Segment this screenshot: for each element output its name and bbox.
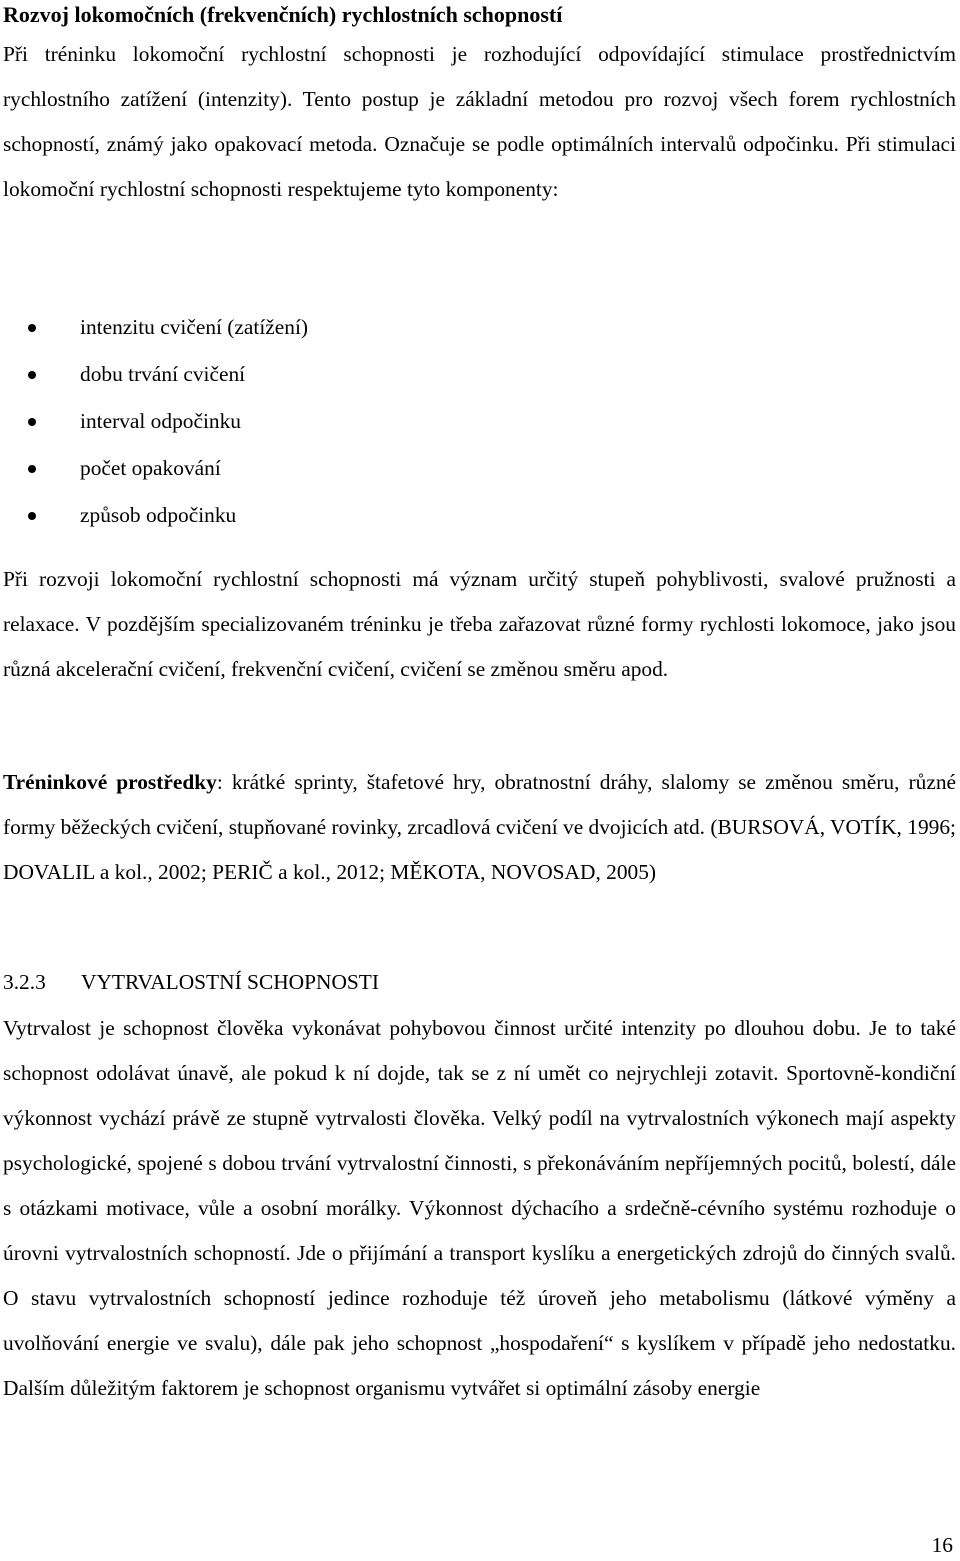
list-item: počet opakování: [3, 445, 903, 492]
paragraph-stimulation: Při tréninku lokomoční rychlostní schopnosti je rozhodující odpovídající stimulace prostřednictvím rychlostního zatížení (intenzity). Tento postup je základní metodou pro rozvoj všech forem rychlostních schopností, známý jako opakovací metoda. Označuje se podle optimálních intervalů odpočinku. Při stimulaci lokomoční rychlostní schopnosti respektujeme tyto komponenty:: [3, 42, 956, 201]
subsection-heading: [3, 960, 379, 1005]
training-means-text: : krátké sprinty, štafetové hry, obratnostní dráhy, slalomy se změnou směru, různé formy běžeckých cvičení, stupňované rovinky, zrcadlová cvičení ve dvojicích atd. (BURSOVÁ, VOTÍK, 1996; DOVALIL a kol., 2002; PERIČ a kol., 2012; MĚKOTA, NOVOSAD, 2005): [3, 770, 957, 884]
subsection-number: 3.2.3: [3, 970, 46, 994]
paragraph-development: Při rozvoji lokomoční rychlostní schopnosti má význam určitý stupeň pohyblivosti, svalové pružnosti a relaxace. V pozdějším specializovaném tréninku je třeba zařazovat různé formy rychlosti lokomoce, jako jsou různá akcelerační cvičení, frekvenční cvičení, cvičení se změnou směru apod.: [3, 567, 956, 681]
page-number: 16: [931, 1533, 953, 1557]
bullet-icon: [28, 512, 36, 520]
section-heading: Rozvoj lokomočních (frekvenčních) rychlostních schopností: [3, 2, 563, 27]
paragraph-endurance: Vytrvalost je schopnost člověka vykonávat pohybovou činnost určité intenzity po dlouhou dobu. Je to také schopnost odolávat únavě, ale pokud k ní dojde, tak se z ní umět co nejrychleji zotavit. Sportovně-kondiční výkonnost vychází právě ze stupně vytrvalosti člověka. Velký podíl na vytrvalostních výkonech mají aspekty psychologické, spojené s dobou trvání vytrvalostní činnosti, s překonáváním nepříjemných pocitů, bolestí, dále s otázkami motivace, vůle a osobní morálky. Výkonnost dýchacího a srdečně-cévního systému rozhoduje o úrovni vytrvalostních schopností. Jde o přijímání a transport kyslíku a energetických zdrojů do činných svalů. O stavu vytrvalostních schopností jedince rozhoduje též úroveň jeho metabolismu (látkové výměny a uvolňování energie ve svalu), dále pak jeho schopnost „hospodaření“ s kyslíkem v případě jeho nedostatku. Dalším důležitým faktorem je schopnost organismu vytvářet si optimální zásoby energie: [3, 1016, 956, 1400]
subsection-title: VYTRVALOSTNÍ SCHOPNOSTI: [81, 970, 379, 994]
paragraph-training-means: [3, 760, 956, 895]
bullet-icon: [28, 465, 36, 473]
training-means-label: Tréninkové prostředky: [3, 770, 217, 794]
list-item: interval odpočinku: [3, 398, 903, 445]
component-list: [3, 304, 903, 539]
bullet-icon: [28, 324, 36, 332]
bullet-icon: [28, 418, 36, 426]
bullet-icon: [28, 371, 36, 379]
list-item: způsob odpočinku: [3, 492, 903, 539]
list-item: intenzitu cvičení (zatížení): [3, 304, 903, 351]
list-item: dobu trvání cvičení: [3, 351, 903, 398]
